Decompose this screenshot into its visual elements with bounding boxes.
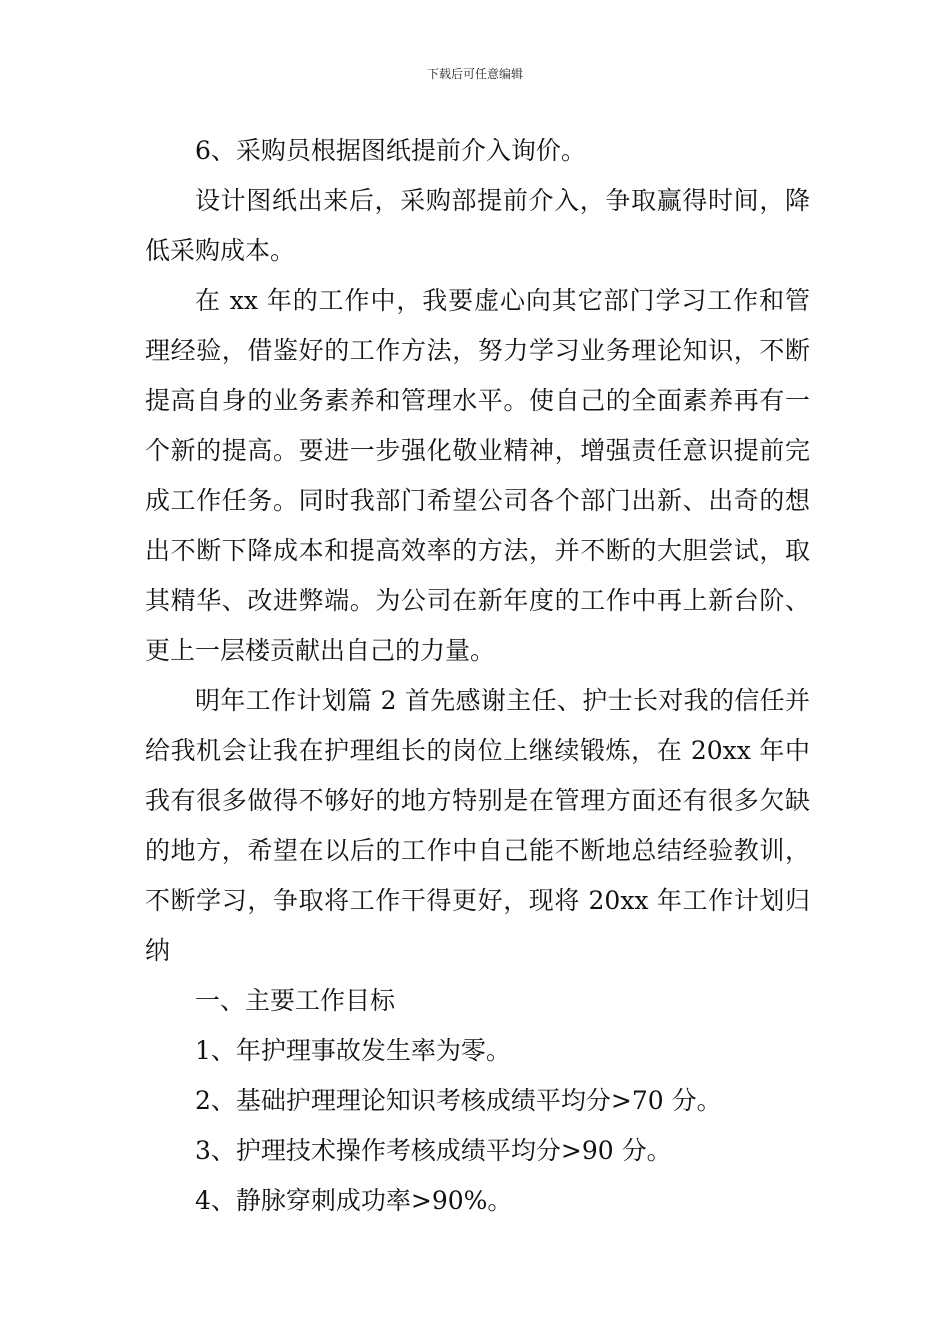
- goal-item-1: 1、年护理事故发生率为零。: [195, 1036, 511, 1065]
- paragraph-work-plan: 在 xx 年的工作中，我要虚心向其它部门学习工作和管理经验，借鉴好的工作方法，努力学习业务理论知识，不断提高自身的业务素养和管理水平。使自己的全面素养再有一个新的提高。要进一步强化敬业精神，增强责任意识提前完成工作任务。同时我部门希望公司各个部门出新、出奇的想出不断下降成本和提高效率的方法，并不断的大胆尝试，取其精华、改进弊端。为公司在新年度的工作中再上新台阶、更上一层楼贡献出自己的力量。: [145, 286, 810, 665]
- paragraph-nursing-intro: 明年工作计划篇 2 首先感谢主任、护士长对我的信任并给我机会让我在护理组长的岗位上继续锻炼，在 20xx 年中我有很多做得不够好的地方特别是在管理方面还有很多欠缺的地方，希望在以后的工作中自己能不断地总结经验教训，不断学习，争取将工作干得更好，现将 20xx 年工作计划归纳: [145, 686, 810, 965]
- page-header: 下载后可任意编辑: [426, 67, 523, 81]
- section-heading-goals: 一、主要工作目标: [195, 986, 396, 1015]
- document-body: [145, 126, 810, 1226]
- goal-item-4: 4、静脉穿刺成功率>90%。: [195, 1186, 513, 1215]
- paragraph-design-drawings: 设计图纸出来后，采购部提前介入，争取赢得时间，降低采购成本。: [145, 186, 810, 265]
- paragraph-item-6: 6、采购员根据图纸提前介入询价。: [195, 136, 586, 165]
- goal-item-3: 3、护理技术操作考核成绩平均分>90 分。: [195, 1136, 672, 1165]
- goal-item-2: 2、基础护理理论知识考核成绩平均分>70 分。: [195, 1086, 722, 1115]
